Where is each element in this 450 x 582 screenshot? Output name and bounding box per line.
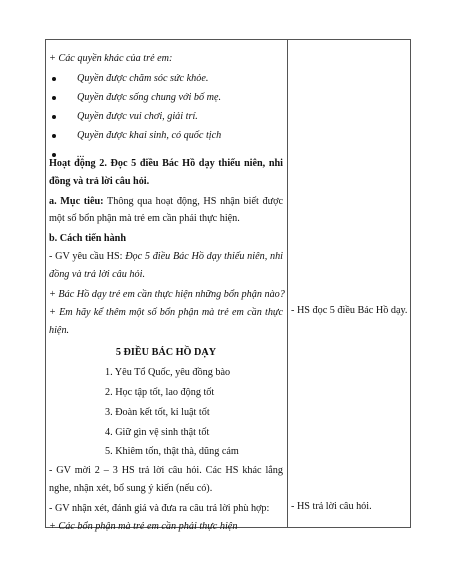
rights-list-item: ... [49, 148, 85, 162]
column-divider [287, 39, 288, 528]
rights-list-item: Quyền được chăm sóc sức khỏe. [49, 72, 208, 86]
gv-request: - GV yêu cầu HS: Đọc 5 điều Bác Hồ dạy thiếu niên, nhi [49, 251, 283, 262]
rights-list-item: Quyền được khai sinh, có quốc tịch [49, 129, 221, 143]
question-2: + Em hãy kể thêm một số bổn phận mà trẻ em cần thực [49, 307, 283, 318]
bullet-icon [49, 91, 77, 105]
student-answer-activity: - HS trả lời câu hỏi. [291, 501, 372, 512]
question-1: + Bác Hồ dạy trẻ em cần thực hiện những bổn phận nào? [49, 289, 285, 300]
rights-list-item: Quyền được vui chơi, giải trí. [49, 110, 198, 124]
rights-heading: + Các quyền khác của trẻ em: [49, 53, 173, 64]
teaching-item: 2. Học tập tốt, lao động tốt [105, 387, 215, 398]
objective-line-cont: một số bổn phận mà trẻ em cần phải thực hiện. [49, 213, 240, 224]
bullet-icon [49, 110, 77, 124]
teaching-item: 3. Đoàn kết tốt, kỉ luật tốt [105, 407, 210, 418]
gv-comment: - GV nhận xét, đánh giá và đưa ra câu trả lời phù hợp: [49, 503, 270, 514]
student-read-activity: - HS đọc 5 điều Bác Hồ dạy. [291, 305, 408, 316]
activity-title: Hoạt động 2. Đọc 5 điều Bác Hồ dạy thiếu niên, nhi [49, 158, 283, 169]
teaching-item: 5. Khiêm tốn, thật thà, dũng cảm [105, 446, 239, 457]
activity-title-cont: đồng và trả lời câu hỏi. [49, 176, 150, 187]
five-teachings-title: 5 ĐIỀU BÁC HỒ DẠY [115, 347, 217, 358]
teaching-item: 4. Giữ gìn vệ sinh thật tốt [105, 427, 210, 438]
bullet-icon [49, 72, 77, 86]
teaching-item: 1. Yêu Tổ Quốc, yêu đồng bào [105, 367, 231, 378]
rights-list-item: Quyền được sống chung với bố mẹ. [49, 91, 221, 105]
bullet-icon [49, 129, 77, 143]
gv-request-cont: đồng và trả lời câu hỏi. [49, 269, 145, 280]
question-2-cont: hiện. [49, 325, 70, 336]
gv-invite: - GV mời 2 – 3 HS trả lời câu hỏi. Các HS khác lắng [49, 465, 283, 476]
duties-heading: + Các bổn phận mà trẻ em cần phải thực hiện [49, 521, 238, 532]
gv-invite-cont: nghe, nhận xét, bổ sung ý kiến (nếu có). [49, 483, 213, 494]
objective-line: a. Mục tiêu: Thông qua hoạt động, HS nhận biết được [49, 196, 283, 207]
method-heading: b. Cách tiến hành [49, 233, 126, 244]
